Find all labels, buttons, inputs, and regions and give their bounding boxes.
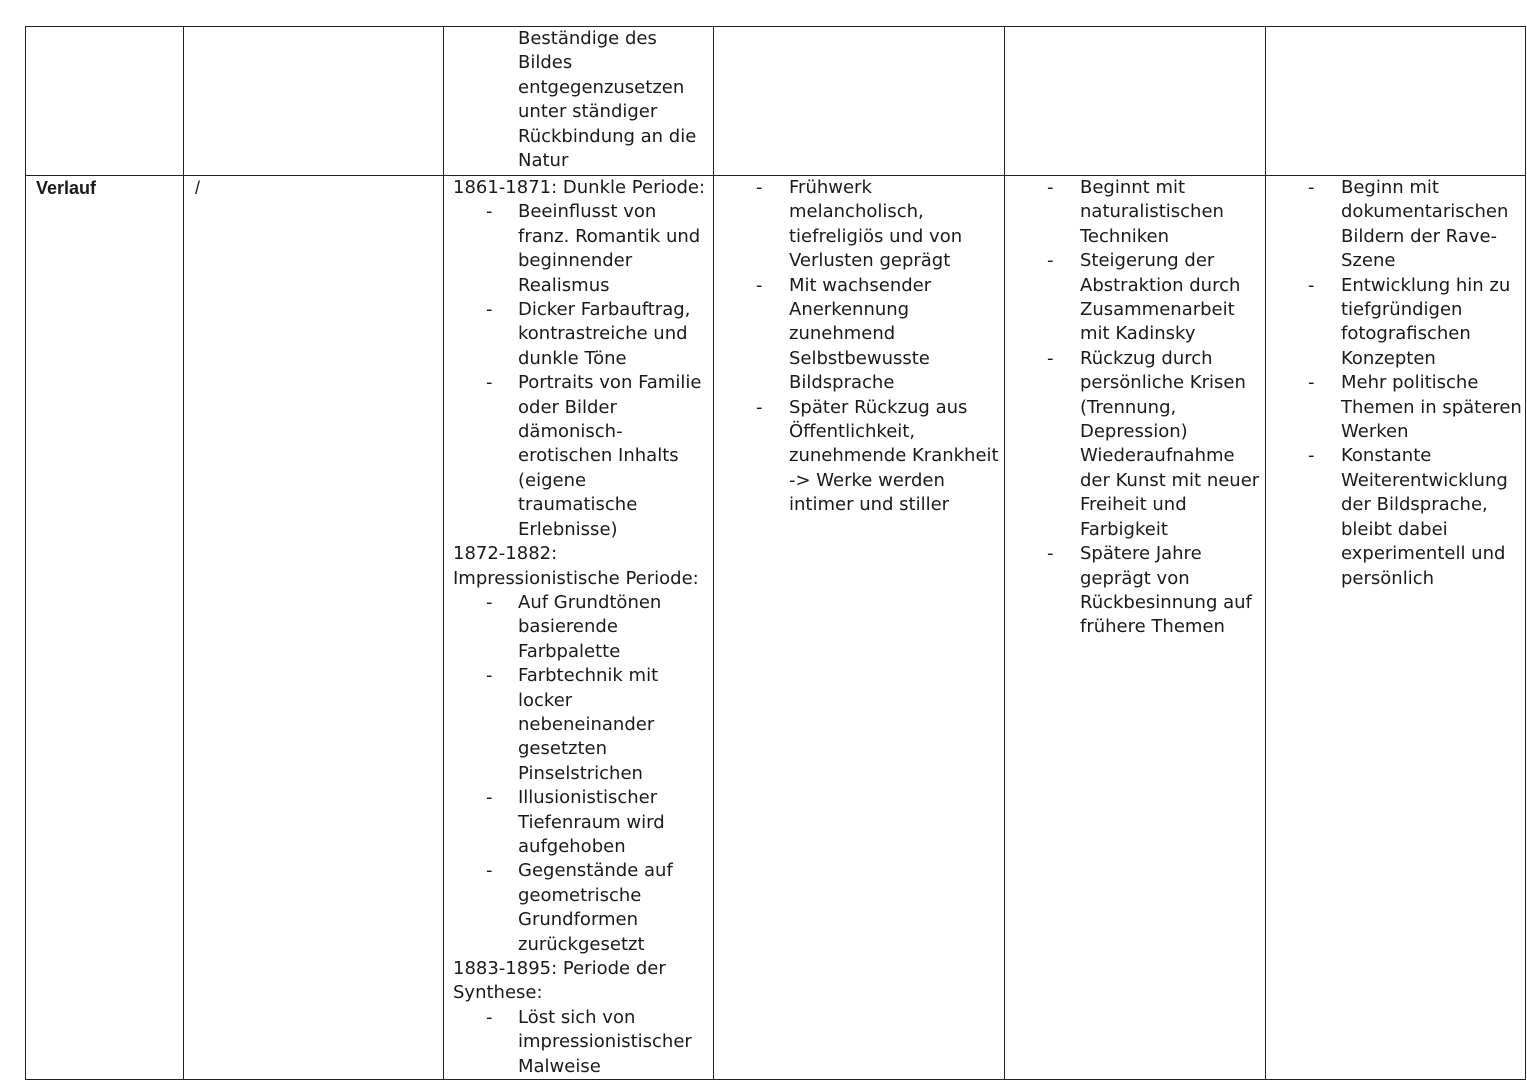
row2-col2-text: /	[195, 178, 201, 198]
list-item-text: Steigerung der Abstraktion durch Zusammenarbeit mit Kadinsky	[1080, 250, 1241, 345]
row1-col1-cell	[26, 27, 184, 176]
list-item-text: Beeinflusst von franz. Romantik und beginnender Realismus	[518, 201, 701, 296]
list-item-text: Auf Grundtönen basierende Farbpalette	[518, 591, 662, 662]
list-item	[1266, 371, 1525, 444]
list-item-text: Gegenstände auf geometrische Grundformen zurückgesetzt	[518, 860, 673, 955]
row1-col2-cell	[184, 27, 444, 176]
list-item	[453, 200, 709, 298]
list-item-text: Später Rückzug aus Öffentlichkeit, zunehmende Krankheit -> Werke werden intimer und stiller	[789, 396, 999, 516]
list-item-text: Mehr politische Themen in späteren Werken	[1341, 372, 1522, 443]
list-item	[453, 298, 709, 371]
bullet-dash: -	[486, 860, 493, 882]
list-item	[453, 371, 709, 542]
bullet-dash: -	[486, 787, 493, 809]
list-item-text: Rückzug durch persönliche Krisen (Trennung, Depression)	[1080, 347, 1246, 443]
period-bullet-list	[453, 200, 709, 542]
col4-bullet-list	[714, 176, 1004, 518]
bullet-dash: -	[1308, 445, 1315, 467]
list-item-text: Konstante Weiterentwicklung der Bildsprache, bleibt dabei experimentell und persönlich	[1341, 445, 1508, 589]
bullet-dash: -	[486, 372, 493, 394]
bullet-dash: -	[486, 201, 493, 223]
row2-col4-cell	[714, 176, 1005, 1080]
bullet-dash: -	[486, 1006, 493, 1028]
list-item-text: Löst sich von impressionistischer Malweise	[518, 1006, 692, 1077]
row2-col6-cell	[1266, 176, 1526, 1080]
row1-col3-text: Beständige des Bildes entgegenzusetzen unter ständiger Rückbindung an die Natur	[518, 28, 697, 172]
bullet-dash: -	[1047, 250, 1054, 272]
list-item-text: Beginn mit dokumentarischen Bildern der Rave-Szene	[1341, 177, 1509, 272]
row2-col2-cell	[184, 176, 444, 1080]
list-item	[1005, 176, 1265, 249]
period-bullet-list	[453, 1006, 709, 1079]
row1-col3-cell	[444, 27, 714, 176]
list-item	[453, 786, 709, 859]
list-item	[714, 176, 1004, 274]
list-item	[1005, 249, 1265, 347]
list-item-text: Spätere Jahre geprägt von Rückbesinnung auf frühere Themen	[1080, 543, 1252, 638]
col5-bullet-list-after	[1005, 542, 1265, 640]
bullet-dash: -	[1308, 274, 1315, 296]
row-label-cell	[26, 176, 184, 1080]
period-bullet-list	[453, 591, 709, 957]
col6-bullet-list	[1266, 176, 1525, 591]
bullet-dash: -	[1308, 372, 1315, 394]
list-item	[1005, 542, 1265, 640]
bullet-dash: -	[756, 274, 763, 296]
bullet-dash: -	[1047, 347, 1054, 369]
list-item	[714, 274, 1004, 396]
list-item-text: Entwicklung hin zu tiefgründigen fotografischen Konzepten	[1341, 274, 1511, 369]
period-heading: 1861-1871: Dunkle Periode:	[453, 177, 706, 198]
table-row-verlauf	[26, 176, 1526, 1080]
list-item-text: Farbtechnik mit locker nebeneinander gesetzten Pinselstrichen	[518, 665, 659, 784]
bullet-dash: -	[756, 396, 763, 418]
list-item	[453, 664, 709, 786]
list-item	[1266, 274, 1525, 372]
list-item	[1266, 176, 1525, 274]
bullet-dash: -	[1047, 543, 1054, 565]
comparison-table	[25, 26, 1526, 1080]
bullet-dash: -	[1047, 177, 1054, 198]
row2-col3-cell	[444, 176, 714, 1080]
list-item	[714, 396, 1004, 518]
bullet-dash: -	[1308, 177, 1315, 198]
row1-col4-cell	[714, 27, 1005, 176]
list-item	[1005, 347, 1265, 445]
period-heading: 1872-1882: Impressionistische Periode:	[453, 543, 699, 589]
bullet-dash: -	[486, 299, 493, 321]
list-item	[453, 591, 709, 664]
list-item-text: Illusionistischer Tiefenraum wird aufgehoben	[518, 787, 665, 857]
bullet-dash: -	[486, 665, 493, 687]
list-item	[1266, 444, 1525, 590]
table-row-continued	[26, 27, 1526, 176]
row1-col5-cell	[1005, 27, 1266, 176]
row1-col6-cell	[1266, 27, 1526, 176]
list-item-text: Dicker Farbauftrag, kontrastreiche und dunkle Töne	[518, 299, 691, 369]
list-item-text: Frühwerk melancholisch, tiefreligiös und von Verlusten geprägt	[789, 177, 963, 272]
col5-continuation-text: Wiederaufnahme der Kunst mit neuer Freiheit und Farbigkeit	[1080, 445, 1260, 540]
list-item	[453, 1006, 709, 1079]
row-label: Verlauf	[36, 178, 97, 198]
period-list	[444, 176, 713, 1079]
col5-bullet-list	[1005, 176, 1265, 444]
list-item	[453, 859, 709, 957]
bullet-dash: -	[486, 591, 493, 613]
list-item-text: Beginnt mit naturalistischen Techniken	[1080, 177, 1224, 247]
period-heading: 1883-1895: Periode der Synthese:	[453, 958, 666, 1004]
row2-col5-cell	[1005, 176, 1266, 1080]
bullet-dash: -	[756, 177, 763, 198]
list-item-text: Portraits von Familie oder Bilder dämonisch-erotischen Inhalts (eigene traumatische Erlebnisse)	[518, 372, 702, 540]
list-item-text: Mit wachsender Anerkennung zunehmend Selbstbewusste Bildsprache	[789, 274, 932, 394]
